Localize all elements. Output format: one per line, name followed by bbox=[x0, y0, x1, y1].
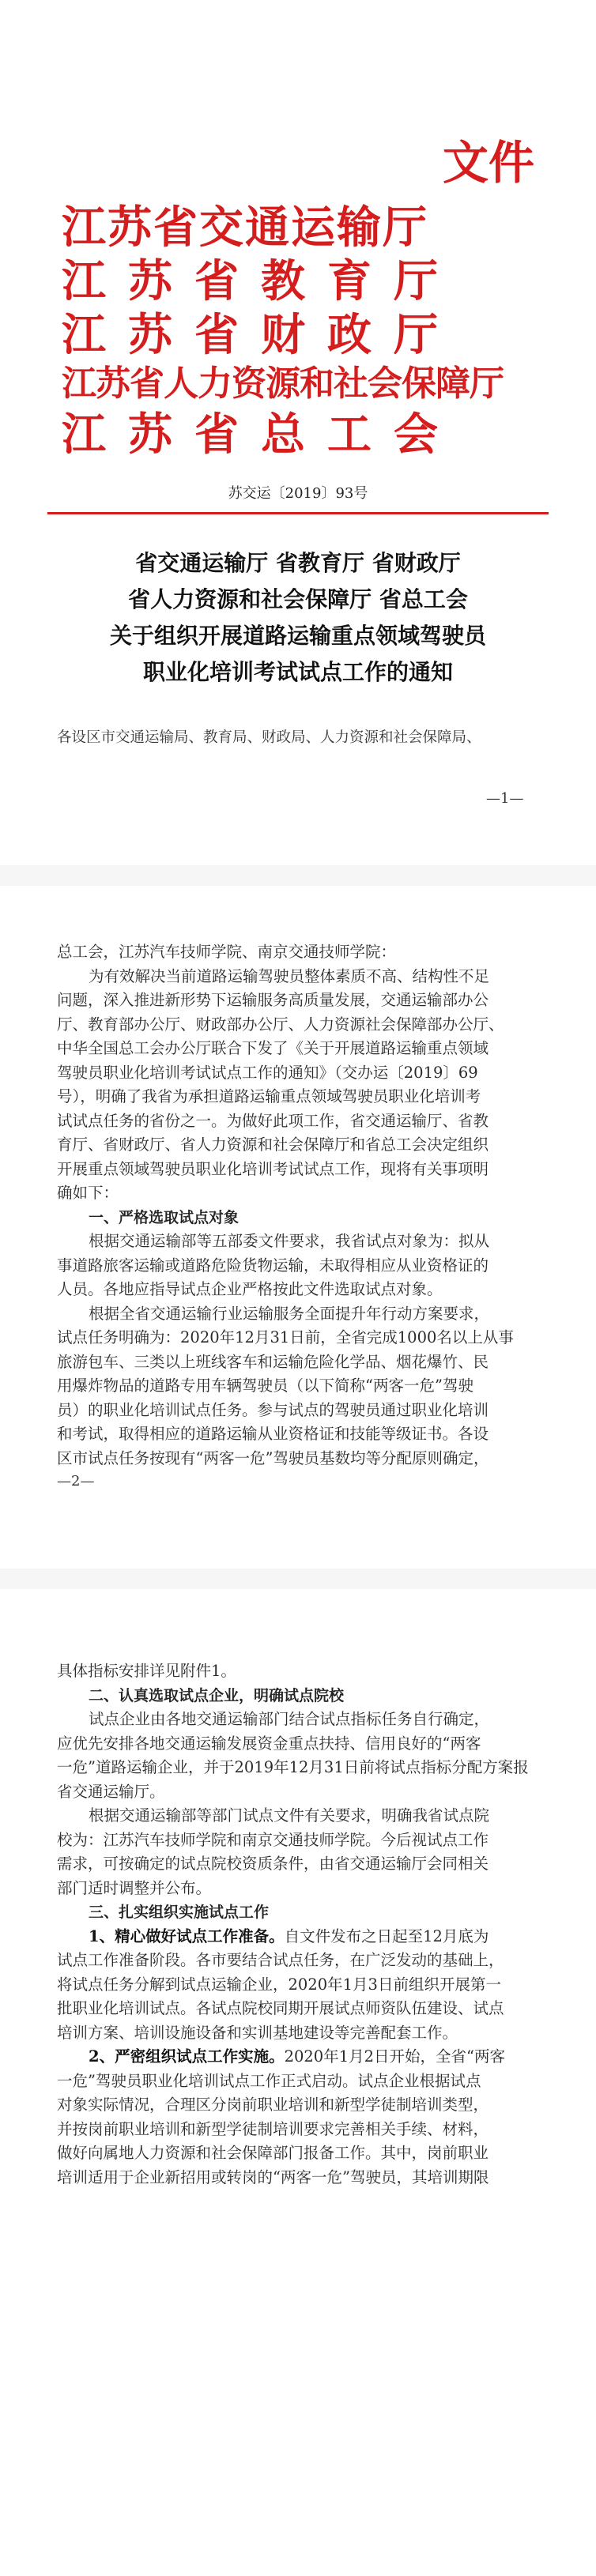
body-line bbox=[57, 1925, 547, 1949]
page-3-body bbox=[57, 1659, 547, 2190]
body-line: 总工会，江苏汽车技师学院、南京交通技师学院： bbox=[57, 943, 397, 961]
section-heading-2: 二、认真选取试点企业，明确试点院校 bbox=[89, 1686, 345, 1704]
body-line: 中华全国总工会办公厅联合下发了《关于开展道路运输重点领域 bbox=[57, 1039, 489, 1057]
document-number: 苏交运〔2019〕93号 bbox=[228, 485, 368, 502]
body-line: 并按岗前职业培训和新型学徒制培训要求完善相关手续、材料， bbox=[57, 2119, 489, 2138]
body-line: 省交通运输厅。 bbox=[57, 1782, 165, 1801]
page-2-body bbox=[57, 940, 547, 1471]
body-line: 需求，可按确定的试点院校资质条件，由省交通运输厅会同相关 bbox=[57, 1855, 489, 1873]
body-line: 部门适时调整并公布。 bbox=[57, 1878, 212, 1897]
body-line: 校为：江苏汽车技师学院和南京交通技师学院。今后视试点工作 bbox=[57, 1830, 489, 1849]
body-line: 对象实际情况，合理区分岗前职业培训和新型学徒制培训类型， bbox=[57, 2096, 489, 2114]
body-line: 培训适用于企业新招用或转岗的“两客一危”驾驶员，其培训期限 bbox=[57, 2167, 489, 2186]
body-line: 将试点任务分解到试点运输企业，2020年1月3日前组织开展第一 bbox=[57, 1975, 501, 1994]
document-header bbox=[62, 193, 504, 461]
section-heading-3: 三、扎实组织实施试点工作 bbox=[89, 1904, 270, 1921]
header-line-union: 江苏省总工会 bbox=[62, 409, 460, 461]
document-title bbox=[0, 545, 596, 691]
title-line-3: 关于组织开展道路运输重点领域驾驶员 bbox=[109, 623, 486, 649]
item-1-text: 自文件发布之日起至12月底为 bbox=[284, 1926, 489, 1945]
body-line: 用爆炸物品的道路专用车辆驾驶员（以下简称“两客一危”驾驶 bbox=[57, 1377, 473, 1395]
page-gap bbox=[0, 865, 596, 886]
body-line: 做好向属地人力资源和社会保障部门报备工作。其中，岗前职业 bbox=[57, 2144, 489, 2162]
body-line: 一危”驾驶员职业化培训试点工作正式启动。试点企业根据试点 bbox=[57, 2071, 481, 2090]
body-line: 试点企业由各地交通运输部门结合试点指标任务自行确定， bbox=[89, 1710, 490, 1728]
body-line: 一危”道路运输企业，并于2019年12月31日前将试点指标分配方案报 bbox=[57, 1758, 529, 1776]
header-suffix-wenjian: 文件 bbox=[443, 136, 535, 190]
body-line: 问题，深入推进新形势下运输服务高质量发展，交通运输部办公 bbox=[57, 991, 489, 1009]
body-line: 确如下： bbox=[57, 1184, 119, 1202]
body-line: 试试点任务的省份之一。为做好此项工作，省交通运输厅、省教 bbox=[57, 1111, 489, 1130]
item-2-text: 2020年1月2日开始，全省“两客 bbox=[284, 2047, 505, 2066]
body-line: 人员。各地应指导试点企业严格按此文件选取试点对象。 bbox=[57, 1280, 443, 1298]
title-line-2: 省人力资源和社会保障厅 省总工会 bbox=[128, 586, 468, 612]
body-line: 区市试点任务按现有“两客一危”驾驶员基数均等分配原则确定， bbox=[57, 1448, 489, 1467]
body-line: 开展重点领域驾驶员职业化培训考试试点工作，现将有关事项明 bbox=[57, 1159, 489, 1178]
body-line: 试点任务明确为：2020年12月31日前，全省完成1000名以上从事 bbox=[57, 1328, 514, 1346]
title-line-1: 省交通运输厅 省教育厅 省财政厅 bbox=[135, 550, 461, 576]
body-line: 根据交通运输部等部门试点文件有关要求，明确我省试点院 bbox=[89, 1806, 490, 1825]
title-line-4: 职业化培训考试试点工作的通知 bbox=[142, 659, 453, 685]
body-line: 根据全省交通运输行业运输服务全面提升年行动方案要求， bbox=[89, 1304, 490, 1323]
body-line bbox=[57, 2045, 547, 2069]
body-line: 试点工作准备阶段。各市要结合试点任务，在广泛发动的基础上， bbox=[57, 1951, 504, 1969]
body-line: 厅、教育部办公厅、财政部办公厅、人力资源社会保障部办公厅、 bbox=[57, 1015, 504, 1034]
body-line: 应优先安排各地交通运输发展资金重点扶持、信用良好的“两客 bbox=[57, 1734, 481, 1753]
recipient-line: 各设区市交通运输局、教育局、财政局、人力资源和社会保障局、 bbox=[57, 729, 481, 746]
body-line: 号），明确了我省为承担道路运输重点领域驾驶员职业化培训考 bbox=[57, 1087, 481, 1105]
header-line-hr: 江苏省人力资源和社会保障厅 bbox=[62, 363, 504, 404]
body-line: 培训方案、培训设施设备和实训基地建设等完善配套工作。 bbox=[57, 2023, 458, 2042]
body-line: 驾驶员职业化培训考试试点工作的通知》（交办运〔2019〕69 bbox=[57, 1063, 478, 1082]
page-number-1: —1— bbox=[486, 790, 524, 807]
red-divider-line bbox=[47, 512, 549, 514]
body-line: 根据交通运输部等五部委文件要求，我省试点对象为：拟从 bbox=[89, 1232, 490, 1250]
body-line: 员）的职业化培训试点任务。参与试点的驾驶员通过职业化培训 bbox=[57, 1400, 489, 1419]
body-line: 批职业化培训试点。各试点院校同期开展试点师资队伍建设、试点 bbox=[57, 1999, 504, 2017]
header-line-finance: 江苏省财政厅 bbox=[62, 309, 460, 361]
body-line: 旅游包车、三类以上班线客车和运输危险化学品、烟花爆竹、民 bbox=[57, 1352, 489, 1371]
header-line-transport: 江苏省交通运输厅 bbox=[62, 201, 428, 254]
section-heading-1: 一、严格选取试点对象 bbox=[89, 1208, 240, 1226]
body-line: 具体指标安排详见附件1。 bbox=[57, 1662, 236, 1680]
body-line: 育厅、省财政厅、省人力资源和社会保障厅和省总工会决定组织 bbox=[57, 1135, 489, 1154]
body-line: 为有效解决当前道路运输驾驶员整体素质不高、结构性不足 bbox=[89, 966, 490, 985]
header-line-education: 江苏省教育厅 bbox=[62, 255, 460, 307]
item-1-title: 1、精心做好试点工作准备。 bbox=[89, 1926, 285, 1945]
page-gap bbox=[0, 1569, 596, 1589]
body-line: 和考试，取得相应的道路运输从业资格证和技能等级证书。各设 bbox=[57, 1425, 489, 1443]
body-line: 事道路旅客运输或道路危险货物运输，未取得相应从业资格证的 bbox=[57, 1256, 489, 1275]
page-number-2: —2— bbox=[57, 1473, 95, 1489]
item-2-title: 2、严密组织试点工作实施。 bbox=[89, 2047, 285, 2066]
